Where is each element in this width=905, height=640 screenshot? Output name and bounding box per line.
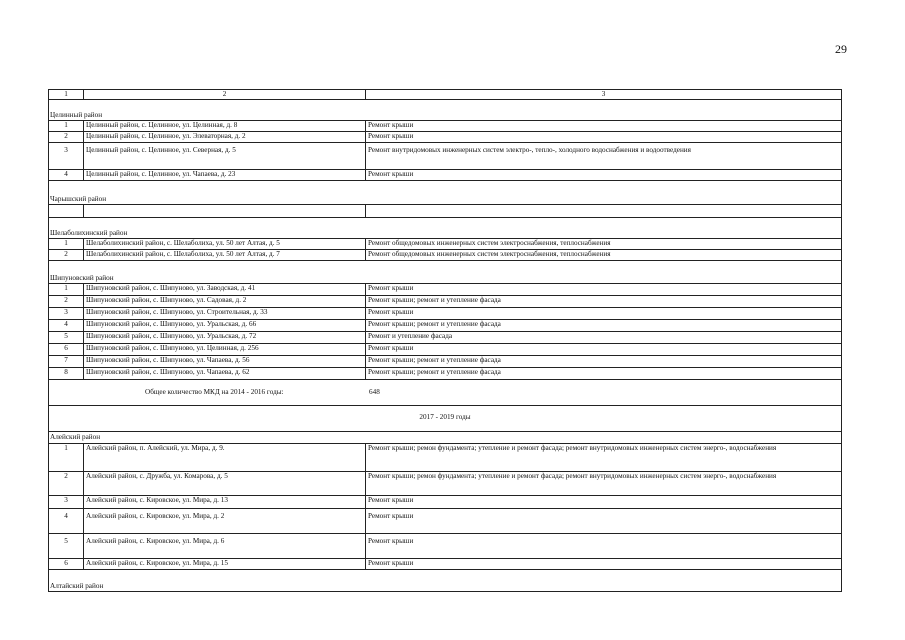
row-number: 6	[64, 344, 68, 352]
row-address: Шелаболихинский район, с. Шелаболиха, ул. 50 лет Алтая, д. 7	[83, 250, 365, 260]
total-label: Общее количество МКД на 2014 - 2016 годы:	[145, 388, 284, 396]
district-heading	[49, 99, 841, 120]
row-work: Ремонт крыши; ремонт и утепление фасада	[365, 320, 841, 331]
table-row	[49, 142, 841, 169]
row-number: 1	[64, 121, 68, 129]
header-col-3: 3	[365, 90, 841, 99]
row-number: 5	[64, 332, 68, 340]
row-address: Целинный район, с. Целинное, ул. Элеваторная, д. 2	[83, 132, 365, 142]
row-address: Шипуновский район, с. Шипуново, ул. Целинная, д. 256	[83, 344, 365, 355]
row-address: Шелаболихинский район, с. Шелаболиха, ул. 50 лет Алтая, д. 5	[83, 239, 365, 249]
row-number: 2	[64, 132, 68, 140]
row-number: 6	[64, 559, 68, 567]
row-number: 7	[64, 356, 68, 364]
row-number: 8	[64, 368, 68, 376]
row-number: 1	[64, 444, 68, 452]
row-number: 2	[64, 296, 68, 304]
district-heading	[49, 180, 841, 204]
row-work: Ремонт крыши	[365, 559, 841, 569]
row-work: Ремонт крыши; ремонт и утепление фасада	[365, 368, 841, 379]
row-address: Шипуновский район, с. Шипуново, ул. Строительная, д. 33	[83, 308, 365, 319]
row-address: Шипуновский район, с. Шипуново, ул. Заводская, д. 41	[83, 284, 365, 295]
row-work	[365, 205, 841, 217]
period-label: 2017 - 2019 годы	[419, 413, 471, 421]
district-title: Шелаболихинский район	[50, 229, 128, 237]
row-work: Ремонт и утепление фасада	[365, 332, 841, 343]
table-row	[49, 495, 841, 508]
header-col-1: 1	[64, 90, 68, 98]
row-address: Алейский район, с. Кировское, ул. Мира, д. 6	[83, 534, 365, 558]
table-row	[49, 319, 841, 331]
row-work: Ремонт крыши	[365, 132, 841, 142]
row-work: Ремонт общедомовых инженерных систем электроснабжения, теплоснабжения	[365, 250, 841, 260]
table-row	[49, 204, 841, 217]
table-row	[49, 169, 841, 180]
row-number: 1	[64, 284, 68, 292]
row-work: Ремонт крыши	[365, 308, 841, 319]
row-work: Ремонт крыши; ремонт и утепление фасада	[365, 356, 841, 367]
row-work: Ремонт крыши; ремонт и утепление фасада	[365, 296, 841, 307]
row-address: Алейский район, с. Кировское, ул. Мира, д. 13	[83, 496, 365, 508]
table-row	[49, 471, 841, 495]
row-work: Ремонт крыши	[365, 509, 841, 533]
row-number: 1	[64, 239, 68, 247]
row-work: Ремонт крыши	[365, 496, 841, 508]
row-address: Алейский район, п. Алейский, ул. Мира, д. 9.	[83, 444, 365, 471]
row-work: Ремонт крыши	[365, 170, 841, 180]
table-row	[49, 533, 841, 558]
row-work: Ремонт общедомовых инженерных систем электроснабжения, теплоснабжения	[365, 239, 841, 249]
district-heading	[49, 432, 841, 443]
district-title: Шипуновский район	[50, 274, 114, 282]
row-address: Целинный район, с. Целинное, ул. Северная, д. 5	[83, 143, 365, 169]
district-title: Алейский район	[50, 433, 101, 441]
district-title: Целинный район	[50, 111, 103, 119]
row-address: Шипуновский район, с. Шипуново, ул. Чапаева, д. 62	[83, 368, 365, 379]
row-address: Шипуновский район, с. Шипуново, ул. Уральская, д. 72	[83, 332, 365, 343]
table-row	[49, 367, 841, 379]
table-row	[49, 558, 841, 569]
total-value: 648	[369, 388, 380, 396]
table-header	[49, 89, 841, 99]
row-work: Ремонт крыши; ремон фундамента; утепление и ремонт фасада; ремонт внутридомовых инженерных систем энерго-, водоснабжения	[365, 472, 841, 495]
row-address	[83, 205, 365, 217]
table-row	[49, 131, 841, 142]
district-heading	[49, 260, 841, 283]
district-title: Чарышский район	[50, 195, 107, 203]
table-row	[49, 508, 841, 533]
row-address: Алейский район, с. Кировское, ул. Мира, д. 15	[83, 559, 365, 569]
row-address: Шипуновский район, с. Шипуново, ул. Уральская, д. 66	[83, 320, 365, 331]
row-number: 2	[64, 472, 68, 480]
table-row	[49, 331, 841, 343]
table-row	[49, 443, 841, 471]
total-row	[49, 379, 841, 405]
table-row	[49, 238, 841, 249]
works-table	[48, 89, 842, 592]
table-row	[49, 307, 841, 319]
row-number: 5	[64, 537, 68, 545]
district-title: Алтайский район	[50, 582, 104, 590]
row-address: Целинный район, с. Целинное, ул. Целинная, д. 8	[83, 121, 365, 131]
row-work: Ремонт крыши	[365, 534, 841, 558]
row-work: Ремонт крыши	[365, 344, 841, 355]
row-number: 2	[64, 250, 68, 258]
row-address: Целинный район, с. Целинное, ул. Чапаева, д. 23	[83, 170, 365, 180]
row-address: Шипуновский район, с. Шипуново, ул. Чапаева, д. 56	[83, 356, 365, 367]
district-heading	[49, 569, 841, 591]
header-col-2: 2	[83, 90, 365, 99]
period-heading	[49, 405, 841, 432]
district-heading	[49, 217, 841, 238]
table-row	[49, 343, 841, 355]
table-row	[49, 249, 841, 260]
row-work: Ремонт крыши	[365, 121, 841, 131]
row-number	[49, 205, 83, 217]
row-number: 3	[64, 308, 68, 316]
row-number: 4	[64, 512, 68, 520]
row-address: Алейский район, с. Кировское, ул. Мира, д. 2	[83, 509, 365, 533]
table-row	[49, 283, 841, 295]
row-number: 4	[64, 170, 68, 178]
row-address: Шипуновский район, с. Шипуново, ул. Садовая, д. 2	[83, 296, 365, 307]
row-number: 3	[64, 146, 68, 154]
row-work: Ремонт крыши	[365, 284, 841, 295]
row-number: 3	[64, 496, 68, 504]
table-row	[49, 120, 841, 131]
table-row	[49, 295, 841, 307]
row-number: 4	[64, 320, 68, 328]
table-row	[49, 355, 841, 367]
row-address: Алейский район, с. Дружба, ул. Комарова, д. 5	[83, 472, 365, 495]
page-number: 29	[835, 42, 847, 56]
row-work: Ремонт внутридомовых инженерных систем электро-, тепло-, холодного водоснабжения и водоотведения	[365, 143, 841, 169]
row-work: Ремонт крыши; ремон фундамента; утепление и ремонт фасада; ремонт внутридомовых инженерных систем энерго-, водоснабжения	[365, 444, 841, 471]
